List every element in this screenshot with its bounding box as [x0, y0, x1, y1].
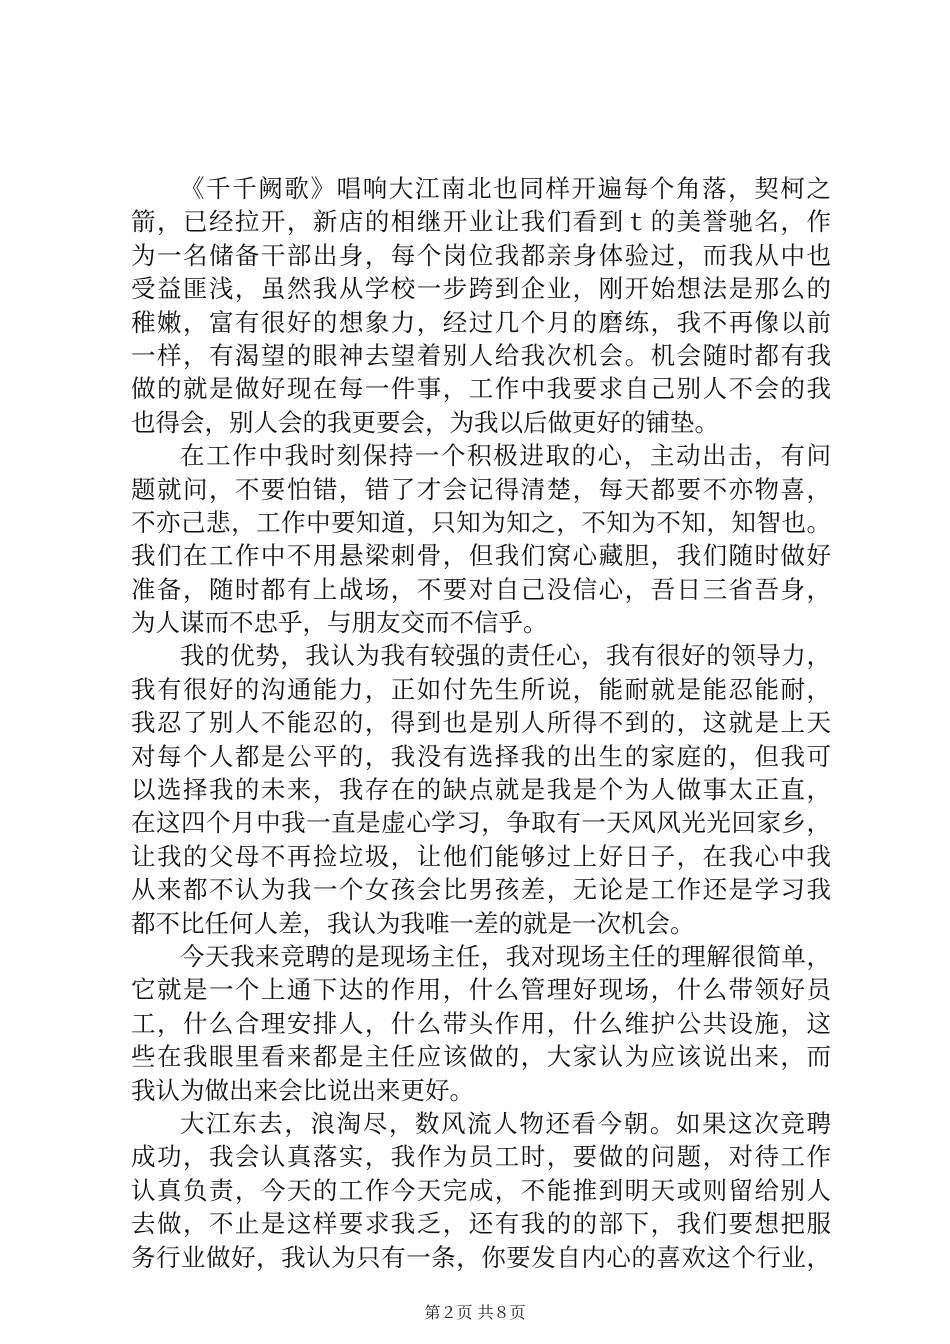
text-line: 些在我眼里看来都是主任应该做的，大家认为应该说出来，而 [131, 1042, 831, 1072]
text-line: 务行业做好，我认为只有一条，你要发自内心的喜欢这个行业， [131, 1242, 831, 1272]
text-line: 认真负责，今天的工作今天完成，不能推到明天或则留给别人 [131, 1175, 831, 1205]
text-line: 做的就是做好现在每一件事，工作中我要求自己别人不会的我 [131, 374, 831, 404]
text-line: 以选择我的未来，我存在的缺点就是我是个为人做事太正直， [131, 775, 831, 805]
document-body [131, 172, 831, 1274]
text-line: 题就问，不要怕错，错了才会记得清楚，每天都要不亦物喜， [131, 474, 831, 504]
text-line: 今天我来竞聘的是现场主任，我对现场主任的理解很简单， [180, 941, 831, 971]
text-line: 成功，我会认真落实，我作为员工时，要做的问题，对待工作 [131, 1142, 831, 1172]
text-line: 它就是一个上通下达的作用，什么管理好现场，什么带领好员 [131, 975, 831, 1005]
text-line: 不亦己悲，工作中要知道，只知为知之，不知为不知，知智也。 [131, 507, 831, 537]
text-line: 也得会，别人会的我更要会，为我以后做更好的铺垫。 [131, 407, 719, 437]
text-line: 受益匪浅，虽然我从学校一步跨到企业，刚开始想法是那么的 [131, 274, 831, 304]
paragraph-1 [131, 172, 831, 439]
text-line: 让我的父母不再捡垃圾，让他们能够过上好日子，在我心中我 [131, 841, 831, 871]
text-line: 为人谋而不忠乎，与朋友交而不信乎。 [131, 608, 548, 638]
text-line: 为一名储备干部出身，每个岗位我都亲身体验过，而我从中也 [131, 240, 831, 270]
text-line: 在这四个月中我一直是虚心学习，争取有一天风风光光回家乡， [131, 808, 831, 838]
text-line: 从来都不认为我一个女孩会比男孩差，无论是工作还是学习我 [131, 875, 831, 905]
text-line: 工，什么合理安排人，什么带头作用，什么维护公共设施，这 [131, 1008, 831, 1038]
text-line: 我认为做出来会比说出来更好。 [131, 1075, 474, 1105]
text-line: 我们在工作中不用悬梁刺骨，但我们窝心藏胆，我们随时做好 [131, 541, 831, 571]
text-line: 都不比任何人差，我认为我唯一差的就是一次机会。 [131, 908, 695, 938]
paragraph-3 [131, 639, 831, 940]
text-line: 去做，不止是这样要求我乏，还有我的的部下，我们要想把服 [131, 1209, 831, 1239]
text-line: 我有很好的沟通能力，正如付先生所说，能耐就是能忍能耐， [131, 674, 831, 704]
paragraph-4 [131, 940, 831, 1107]
text-line: 对每个人都是公平的，我没有选择我的出生的家庭的，但我可 [131, 741, 831, 771]
text-line: 我的优势，我认为我有较强的责任心，我有很好的领导力， [180, 641, 831, 671]
text-line: 《千千阙歌》唱响大江南北也同样开遍每个角落，契柯之 [180, 174, 831, 203]
text-line: 箭，已经拉开，新店的相继开业让我们看到ｔ的美誉驰名，作 [131, 207, 831, 237]
text-line: 大江东去，浪淘尽，数风流人物还看今朝。如果这次竞聘 [180, 1108, 831, 1138]
page-number-footer: 第２页 共８页 [424, 1303, 526, 1322]
text-line: 准备，随时都有上战场，不要对自己没信心，吾日三省吾身， [131, 574, 831, 604]
text-line: 在工作中我时刻保持一个积极进取的心，主动出击，有问 [180, 441, 831, 471]
text-line: 我忍了别人不能忍的，得到也是别人所得不到的，这就是上天 [131, 708, 831, 738]
paragraph-5 [131, 1107, 831, 1274]
text-line: 一样，有渴望的眼神去望着别人给我次机会。机会随时都有我 [131, 340, 831, 370]
text-line: 稚嫩，富有很好的想象力，经过几个月的磨练，我不再像以前 [131, 307, 831, 337]
paragraph-2 [131, 439, 831, 639]
